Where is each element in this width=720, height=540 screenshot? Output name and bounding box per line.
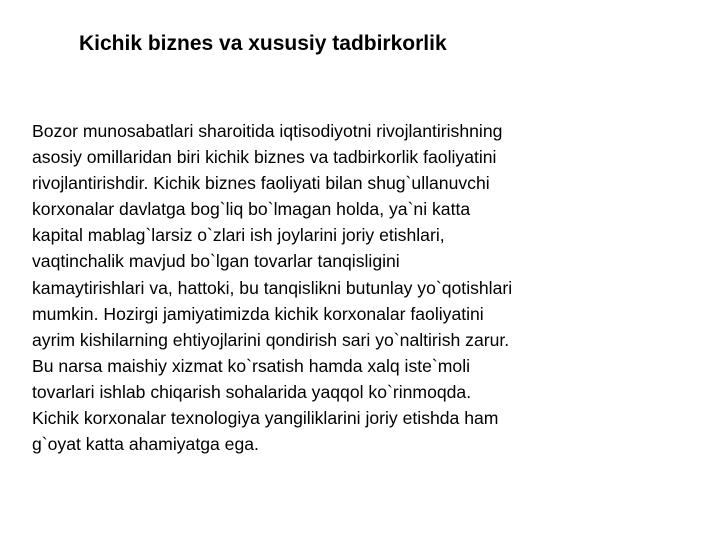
text-line: kamaytirishlari va, hattoki, bu tanqislikni butunlay yo`qotishlari — [32, 277, 513, 298]
slide-body-text — [32, 118, 692, 457]
text-line: tovarlari ishlab chiqarish sohalarida yaqqol ko`rinmoqda. — [32, 381, 472, 402]
text-line: Bozor munosabatlari sharoitida iqtisodiyotni rivojlantirishning — [32, 121, 503, 141]
text-line: asosiy omillaridan biri kichik biznes va tadbirkorlik faoliyatini — [32, 147, 497, 168]
text-line: Kichik korxonalar texnologiya yangiliklarini joriy etishda ham — [32, 408, 499, 429]
text-line: kapital mablag`larsiz o`zlari ish joylarini joriy etishlari, — [32, 225, 445, 246]
text-line: korxonalar davlatga bog`liq bo`lmagan holda, ya`ni katta — [32, 199, 471, 220]
text-line: rivojlantirishdir. Kichik biznes faoliyati bilan shug`ullanuvchi — [32, 173, 490, 194]
slide-title: Kichik biznes va xususiy tadbirkorlik — [79, 32, 447, 55]
text-line: ayrim kishilarning ehtiyojlarini qondirish sari yo`naltirish zarur. — [32, 329, 510, 350]
text-line: g`oyat katta ahamiyatga ega. — [32, 434, 259, 455]
text-line: vaqtinchalik mavjud bo`lgan tovarlar tanqisligini — [32, 251, 400, 272]
text-line: mumkin. Hozirgi jamiyatimizda kichik korxonalar faoliyatini — [32, 303, 484, 324]
text-line: Bu narsa maishiy xizmat ko`rsatish hamda xalq iste`moli — [32, 355, 471, 376]
